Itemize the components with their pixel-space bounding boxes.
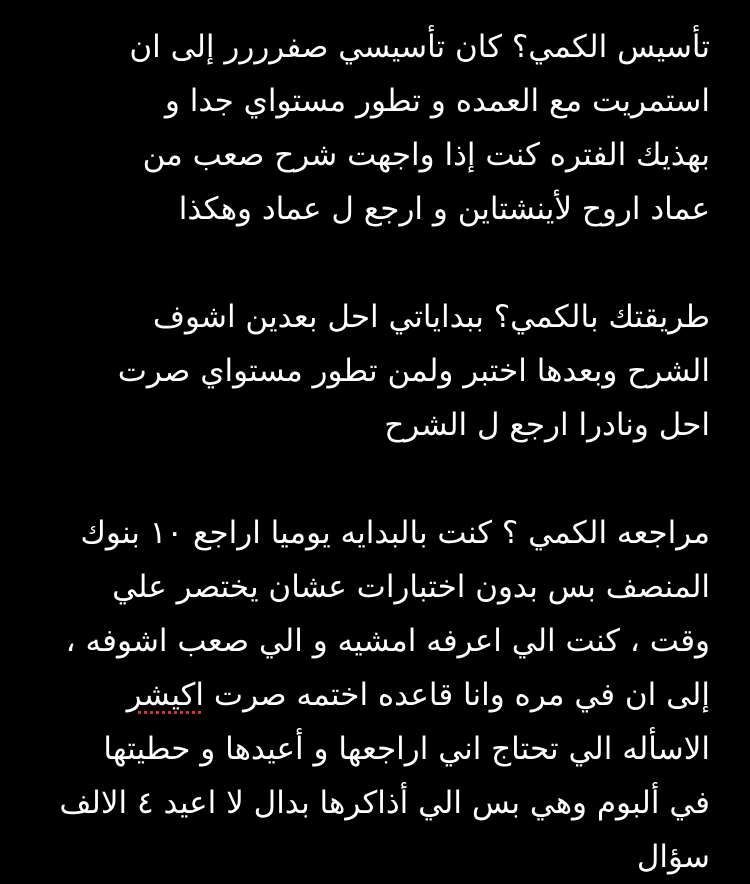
text-line: الاسأله الي تحتاج اني اراجعها و أعيدها و حطيتها <box>103 731 710 767</box>
text-line: تأسيس الكمي؟ كان تأسيسي صفرررر إلى ان <box>129 29 710 65</box>
text-line: الشرح وبعدها اختبر ولمن تطور مستواي صرت <box>117 353 710 389</box>
text-line: المنصف بس بدون اختبارات عشان يختصر علي <box>112 569 710 605</box>
text-line: مراجعه الكمي ؟ كنت بالبدايه يوميا اراجع ١٠ بنوك <box>80 515 710 551</box>
text-line: استمريت مع العمده و تطور مستواي جدا و <box>164 83 710 119</box>
text-line: بهذيك الفتره كنت إذا واجهت شرح صعب من <box>142 137 710 173</box>
paragraph-method <box>38 290 710 452</box>
paragraph-review <box>38 506 710 884</box>
text-line: سؤال <box>636 839 710 875</box>
text-line: طريقتك بالكمي؟ ببداياتي احل بعدين اشوف <box>152 299 710 335</box>
text-line: وقت ، كنت الي اعرفه امشيه و الي صعب اشوفه ، <box>65 623 710 659</box>
text-line: عماد اروح لأينشتاين و ارجع ل عماد وهكذا <box>178 191 710 227</box>
misspelled-word[interactable]: اكيشر <box>126 677 205 713</box>
text-line: احل ونادرا ارجع ل الشرح <box>384 407 710 443</box>
text-fragment: إلى ان في مره وانا قاعده اختمه صرت <box>204 677 710 713</box>
text-line: في ألبوم وهي بس الي أذاكرها بدال لا اعيد ٤ الالف <box>59 785 710 821</box>
note-text <box>38 20 710 884</box>
paragraph-foundation <box>38 20 710 236</box>
text-line <box>38 668 710 722</box>
